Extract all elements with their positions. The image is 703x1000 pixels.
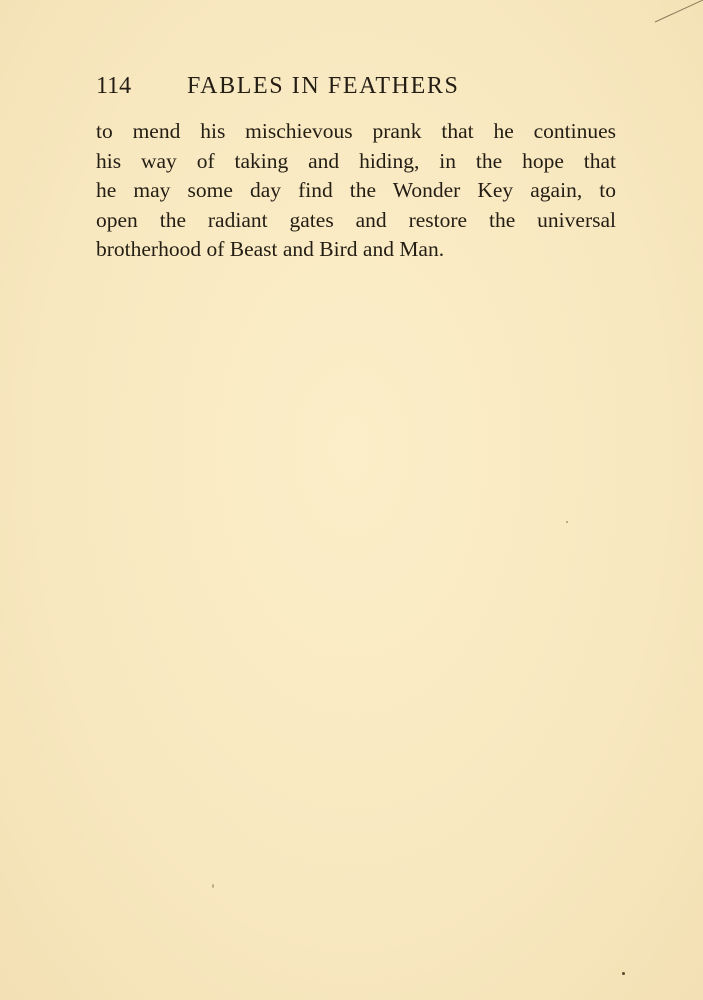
- text-line: his way of taking and hiding, in the hope that: [96, 148, 616, 173]
- page-number: 114: [96, 73, 132, 99]
- paper-speck: [212, 884, 214, 888]
- text-line: open the radiant gates and restore the universal: [96, 207, 616, 232]
- text-line: brotherhood of Beast and Bird and Man.: [96, 237, 445, 261]
- text-line: he may some day find the Wonder Key again, to: [96, 178, 616, 202]
- text-line: to mend his mischievous prank that he continues: [96, 119, 616, 143]
- paper-speck: [622, 972, 625, 975]
- paper-speck: [566, 521, 568, 523]
- body-paragraph: [96, 117, 616, 265]
- page-corner-fold-mark: [643, 0, 703, 30]
- running-head: [96, 70, 526, 102]
- running-title: FABLES IN FEATHERS: [187, 73, 460, 99]
